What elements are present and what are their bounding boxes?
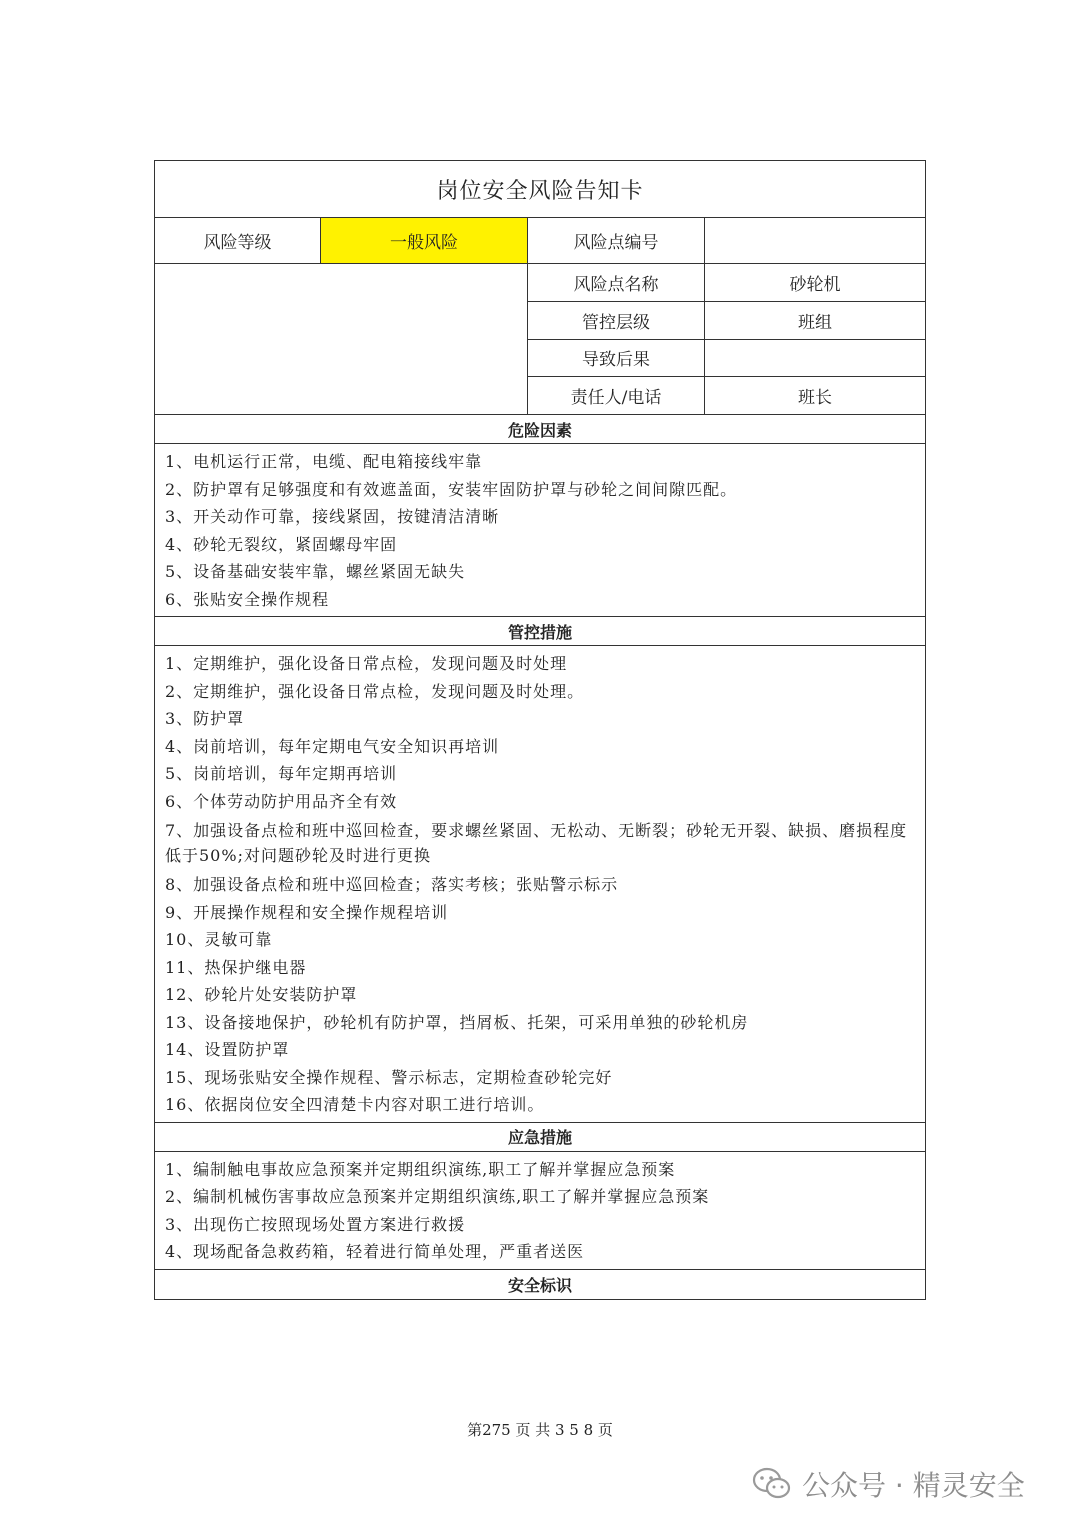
info-value: 班长: [798, 388, 832, 409]
watermark: [752, 1464, 1025, 1504]
wechat-icon: [752, 1466, 792, 1502]
list-item: 6、个体劳动防护用品齐全有效: [165, 791, 398, 811]
risk-notice-card: [154, 160, 926, 1300]
risk-level-label: 风险等级: [155, 218, 321, 263]
list-item: 3、出现伤亡按照现场处置方案进行救援: [165, 1214, 466, 1234]
list-item: 15、现场张贴安全操作规程、警示标志，定期检查砂轮完好: [165, 1067, 613, 1087]
list-item: 3、开关动作可靠，接线紧固，按键清洁清晰: [165, 507, 500, 526]
info-row: [528, 264, 925, 302]
watermark-text: 公众号 · 精灵安全: [802, 1469, 1025, 1502]
info-value: 砂轮机: [789, 274, 841, 295]
list-item: 3、防护罩: [165, 709, 245, 728]
hazards-list: [155, 444, 925, 617]
info-value: 班组: [798, 312, 832, 333]
risk-point-no-label: 风险点编号: [528, 218, 705, 263]
info-row: [528, 340, 925, 378]
list-item: 7、加强设备点检和班中巡回检查，要求螺丝紧固、无松动、无断裂；砂轮无开裂、缺损、磨损程度低于50%;对问题砂轮及时进行更换: [165, 821, 908, 865]
list-item: 12、砂轮片处安装防护罩: [165, 985, 358, 1004]
info-row: [528, 302, 925, 340]
risk-level-row: [155, 218, 925, 264]
list-item: 1、编制触电事故应急预案并定期组织演练,职工了解并掌握应急预案: [165, 1159, 676, 1179]
risk-point-no-value: [705, 218, 925, 263]
emergency-heading: 应急措施: [155, 1123, 925, 1152]
photo-area: [155, 264, 528, 414]
info-label: 责任人/电话: [528, 377, 705, 414]
list-item: 16、依据岗位安全四清楚卡内容对职工进行培训。: [165, 1095, 545, 1114]
info-value: [705, 340, 925, 377]
list-item: 4、现场配备急救药箱，轻着进行简单处理，严重者送医: [165, 1242, 585, 1261]
list-item: 14、设置防护罩: [165, 1040, 290, 1059]
list-item: 2、防护罩有足够强度和有效遮盖面，安装牢固防护罩与砂轮之间间隙匹配。: [165, 479, 738, 499]
info-label: 风险点名称: [528, 264, 705, 301]
list-item: 4、砂轮无裂纹，紧固螺母牢固: [165, 534, 398, 554]
signs-heading: 安全标识: [507, 1275, 572, 1295]
info-block: [155, 264, 925, 415]
info-label: 管控层级: [528, 302, 705, 339]
risk-level-value: 一般风险: [321, 218, 528, 263]
list-item: 5、岗前培训，每年定期再培训: [165, 764, 398, 783]
controls-list: [155, 646, 925, 1123]
list-item: 8、加强设备点检和班中巡回检查；落实考核；张贴警示标示: [165, 875, 619, 894]
list-item: 1、定期维护，强化设备日常点检，发现问题及时处理: [165, 654, 568, 673]
info-table: [528, 264, 925, 414]
list-item: 1、电机运行正常，电缆、配电箱接线牢靠: [165, 452, 483, 471]
card-title: 岗位安全风险告知卡: [436, 178, 644, 204]
hazards-heading: 危险因素: [155, 415, 925, 444]
list-item: 11、热保护继电器: [165, 957, 307, 977]
list-item: 9、开展操作规程和安全操作规程培训: [165, 902, 449, 922]
list-item: 4、岗前培训，每年定期电气安全知识再培训: [165, 736, 500, 756]
list-item: 2、编制机械伤害事故应急预案并定期组织演练,职工了解并掌握应急预案: [165, 1187, 710, 1206]
info-label: 导致后果: [528, 340, 705, 377]
emergency-list: [155, 1152, 925, 1270]
list-item: 13、设备接地保护，砂轮机有防护罩，挡屑板、托架，可采用单独的砂轮机房: [165, 1012, 749, 1032]
page-number: 第275 页 共 3 5 8 页: [467, 1421, 613, 1439]
list-item: 5、设备基础安装牢靠，螺丝紧固无缺失: [165, 562, 466, 581]
info-row: [528, 377, 925, 414]
list-item: 2、定期维护，强化设备日常点检，发现问题及时处理。: [165, 681, 585, 701]
controls-heading: 管控措施: [155, 617, 925, 646]
card-title-row: [155, 161, 925, 218]
list-item: 6、张贴安全操作规程: [165, 589, 330, 609]
list-item: 10、灵敏可靠: [165, 930, 273, 949]
